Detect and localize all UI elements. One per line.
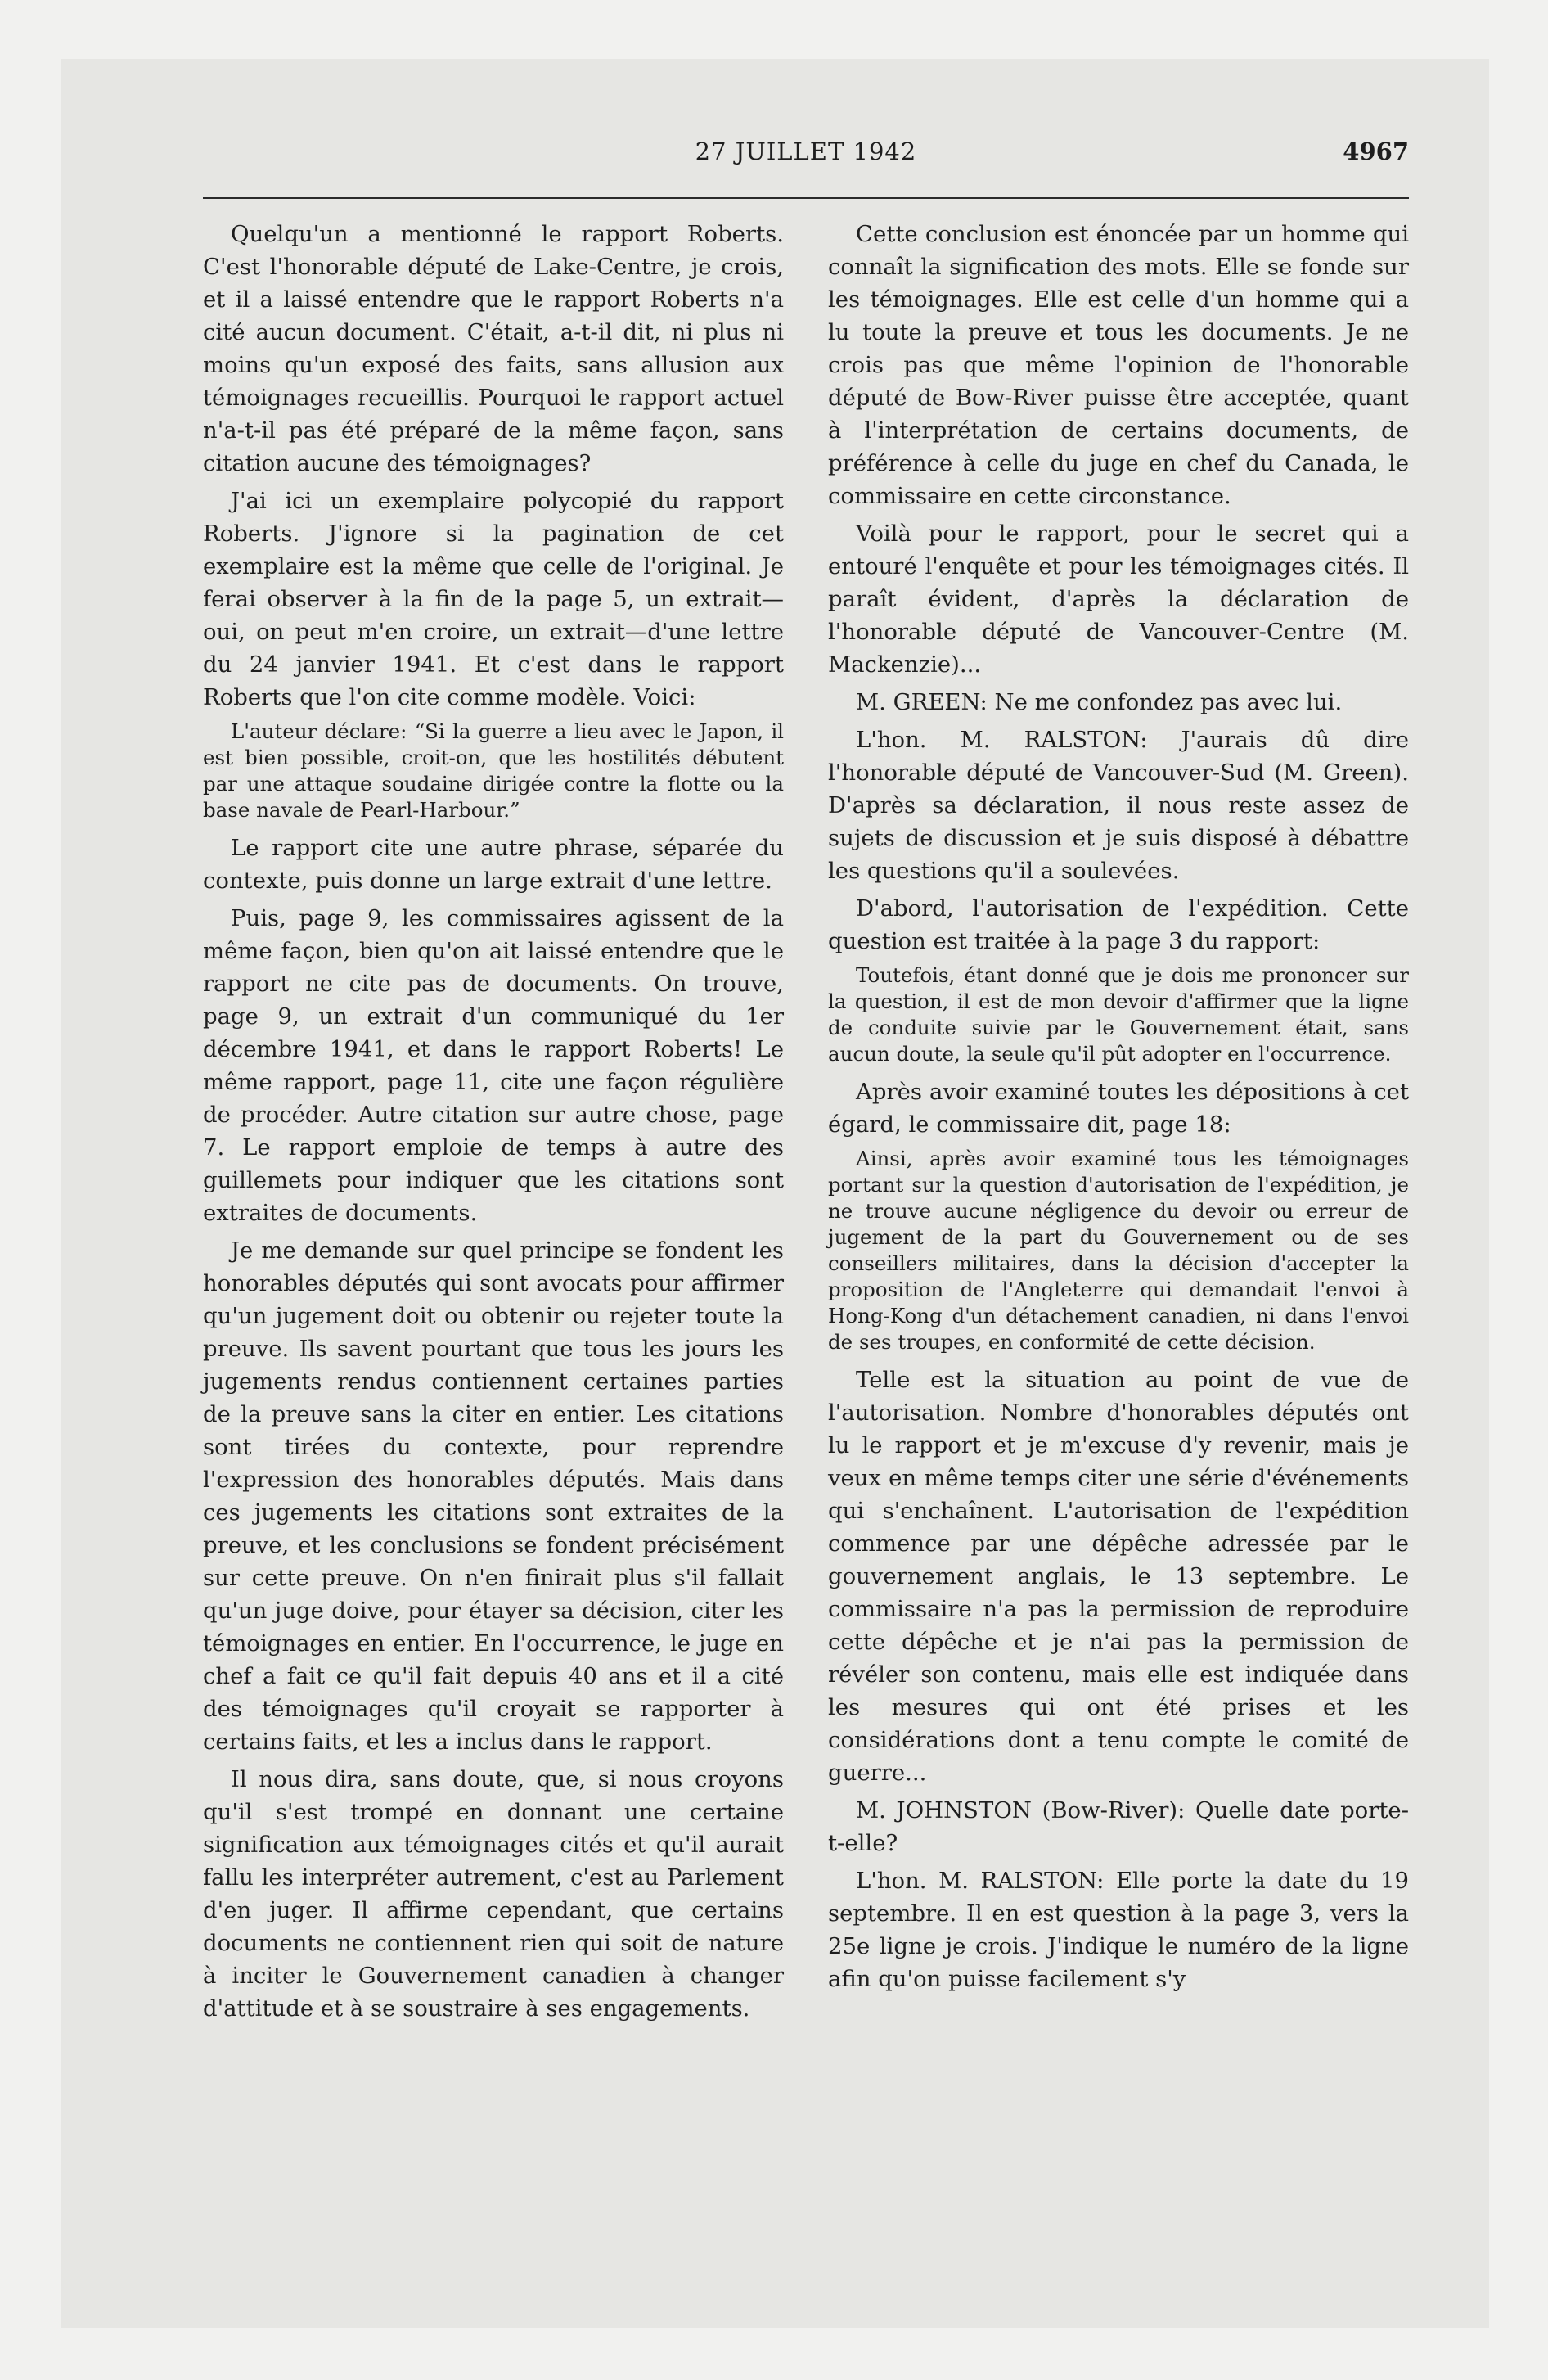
page-header xyxy=(203,137,1409,178)
paragraph: Puis, page 9, les commissaires agissent de la même façon, bien qu'on ait laissé entendre que le rapport ne cite pas de documents. On trouve, page 9, un extrait d'un communiqué du 1er décembre 1941, et dans le rapport Roberts! Le même rapport, page 11, cite une façon régulière de procéder. Autre citation sur autre chose, page 7. Le rapport emploie de temps à autre des guillemets pour indiquer que les citations sont extraites de documents. xyxy=(203,905,784,1226)
right-column xyxy=(828,218,1409,2000)
quoted-excerpt: Ainsi, après avoir examiné tous les témoignages portant sur la question d'autorisation de l'expédition, je ne trouve aucune négligence du devoir ou erreur de jugement de la part du Gouvernement ou de ses conseillers militaires, dans la décision d'accepter la proposition de l'Angleterre qui demandait l'envoi à Hong-Kong d'un détachement canadien, ni dans l'envoi de ses troupes, en conformité de cette décision. xyxy=(828,1147,1409,1354)
paragraph: Cette conclusion est énoncée par un homme qui connaît la signification des mots. Elle se fonde sur les témoignages. Elle est celle d'un homme qui a lu toute la preuve et tous les documents. Je ne crois pas que même l'opinion de l'honorable député de Bow-River puisse être acceptée, quant à l'interprétation de certains documents, de préférence à celle du juge en chef du Canada, le commissaire en cette circonstance. xyxy=(828,221,1409,509)
speaker-paragraph: M. JOHNSTON (Bow-River): Quelle date porte-t-elle? xyxy=(828,1797,1409,1856)
paragraph: Telle est la situation au point de vue de l'autorisation. Nombre d'honorables députés ont lu le rapport et je m'excuse d'y revenir, mais je veux en même temps citer une série d'événements qui s'enchaînent. L'autorisation de l'expédition commence par une dépêche adressée par le gouvernement anglais, le 13 septembre. Le commissaire n'a pas la permission de reproduire cette dépêche et je n'ai pas la permission de révéler son contenu, mais elle est indiquée dans les mesures qui ont été prises et les considérations dont a tenu compte le comité de guerre... xyxy=(828,1367,1409,1786)
quoted-excerpt: L'auteur déclare: “Si la guerre a lieu avec le Japon, il est bien possible, croit-on, que les hostilités débutent par une attaque soudaine dirigée contre la flotte ou la base navale de Pearl-Harbour.” xyxy=(203,719,784,822)
header-date: 27 JUILLET 1942 xyxy=(695,137,917,165)
header-rule xyxy=(203,197,1409,199)
paragraph: J'ai ici un exemplaire polycopié du rapport Roberts. J'ignore si la pagination de cet exemplaire est la même que celle de l'original. Je ferai observer à la fin de la page 5, un extrait—oui, on peut m'en croire, un extrait—d'une lettre du 24 janvier 1941. Et c'est dans le rapport Roberts que l'on cite comme modèle. Voici: xyxy=(203,488,784,710)
paragraph: Le rapport cite une autre phrase, séparée du contexte, puis donne un large extrait d'une lettre. xyxy=(203,835,784,894)
paragraph: Après avoir examiné toutes les dépositions à cet égard, le commissaire dit, page 18: xyxy=(828,1079,1409,1138)
paragraph: D'abord, l'autorisation de l'expédition. Cette question est traitée à la page 3 du rapport: xyxy=(828,895,1409,954)
page-number: 4967 xyxy=(1343,137,1409,165)
paragraph: Je me demande sur quel principe se fondent les honorables députés qui sont avocats pour affirmer qu'un jugement doit ou obtenir ou rejeter toute la preuve. Ils savent pourtant que tous les jours les jugements rendus contiennent certaines parties de la preuve sans la citer en entier. Les citations sont tirées du contexte, pour reprendre l'expression des honorables députés. Mais dans ces jugements les citations sont extraites de la preuve, et les conclusions se fondent précisément sur cette preuve. On n'en finirait plus s'il fallait qu'un juge doive, pour étayer sa décision, citer les témoignages en entier. En l'occurrence, le juge en chef a fait ce qu'il fait depuis 40 ans et il a cité des témoignages qu'il croyait se rapporter à certains faits, et les a inclus dans le rapport. xyxy=(203,1237,784,1755)
quoted-excerpt: Toutefois, étant donné que je dois me prononcer sur la question, il est de mon devoir d'affirmer que la ligne de conduite suivie par le Gouvernement était, sans aucun doute, la seule qu'il pût adopter en l'occurrence. xyxy=(828,963,1409,1066)
left-column xyxy=(203,218,784,2030)
paragraph: Voilà pour le rapport, pour le secret qui a entouré l'enquête et pour les témoignages cités. Il paraît évident, d'après la déclaration de l'honorable député de Vancouver-Centre (M. Mackenzie)... xyxy=(828,521,1409,678)
speaker-paragraph: L'hon. M. RALSTON: J'aurais dû dire l'honorable député de Vancouver-Sud (M. Green). D'après sa déclaration, il nous reste assez de sujets de discussion et je suis disposé à débattre les questions qu'il a soulevées. xyxy=(828,727,1409,884)
paragraph: Quelqu'un a mentionné le rapport Roberts. C'est l'honorable député de Lake-Centre, je crois, et il a laissé entendre que le rapport Roberts n'a cité aucun document. C'était, a-t-il dit, ni plus ni moins qu'un exposé des faits, sans allusion aux témoignages recueillis. Pourquoi le rapport actuel n'a-t-il pas été préparé de la même façon, sans citation aucune des témoignages? xyxy=(203,221,784,476)
speaker-paragraph: L'hon. M. RALSTON: Elle porte la date du 19 septembre. Il en est question à la page 3, vers la 25e ligne je crois. J'indique le numéro de la ligne afin qu'on puisse facilement s'y xyxy=(828,1868,1409,1992)
speaker-paragraph: M. GREEN: Ne me confondez pas avec lui. xyxy=(856,689,1343,715)
paragraph: Il nous dira, sans doute, que, si nous croyons qu'il s'est trompé en donnant une certaine signification aux témoignages cités et qu'il aurait fallu les interpréter autrement, c'est au Parlement d'en juger. Il affirme cependant, que certains documents ne contiennent rien qui soit de nature à inciter le Gouvernement canadien à changer d'attitude et à se soustraire à ses engagements. xyxy=(203,1766,784,2022)
